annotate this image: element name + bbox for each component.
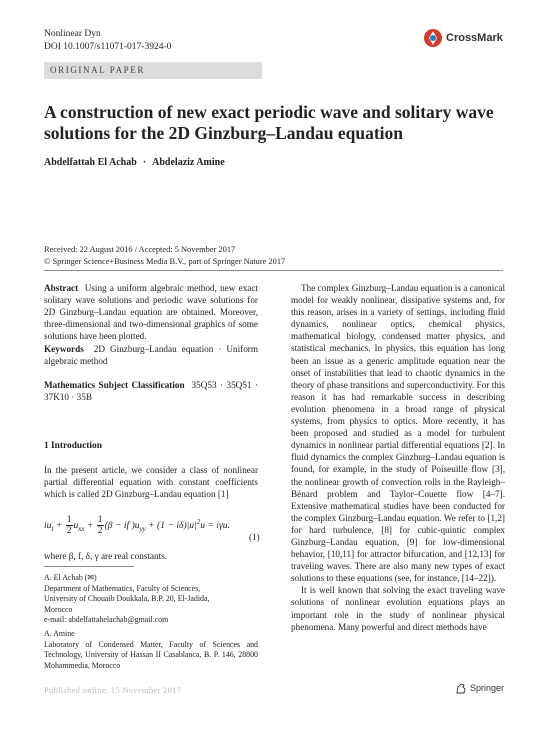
msc-block [44,379,258,403]
abstract-block [44,282,258,342]
body-paragraph-2: It is well known that solving the exact traveling wave solutions of nonlinear evolution equations plays an important role in the study of nonlinear physical phenomena. Many powerful and direct methods have [291,585,505,632]
author-separator: · [142,157,147,168]
msc-label: Mathematics Subject Classification [44,380,185,390]
section-label-bar [44,62,262,79]
body-paragraph-1: The complex Ginzburg–Landau equation is a canonical model for weakly nonlinear, dissipative systems and, for this reason, arises in a variety of settings, including fluid dynamics, nonlinear optics, chemical physics, mathematical biology, condensed matter physics, and statistical mechanics. In physics, this equation has long been an issue as a generic amplitude equation near the onset of instabilities that lead to chaotic dynamics in the theory of phase transitions and superconductivity. For this reason it has had remarkable success in describing evolution phenomena in a broad range of physical systems, from physics to optics. More recently, it has been proposed and studied as a model for turbulent dynamics in nonlinear partial differential equations [2]. In fluid dynamics the complex Ginzburg–Landau equation is found, for example, in the study of Poiseuille flow [3], the nonlinear growth of convection rolls in the Rayleigh–Bénard problem and Taylor–Couette flow [4–7]. Extensive mathematical studies have been conducted for the complex Ginzburg–Landau equation. We refer to [1,2] for hard turbulence, [8] for cubic-quintic complex Ginzburg–Landau equation, [9] for low-dimensional behavior, [10,11] for attractor bifurcation, and [12,13] for traveling waves. There are also many new types of exact solutions to these equations (see, for instance, [14–22]). [291,283,505,584]
paper-title: A construction of new exact periodic wave and solitary wave solutions for the 2D Ginzburg–Landau equation [44,102,494,143]
abstract-label: Abstract [44,283,79,293]
intro-paragraph: In the present article, we consider a class of nonlinear partial differential equation with constant coefficients which is called 2D Ginzburg–Landau equation [1] [44,465,258,500]
publisher-name: Springer [470,683,505,693]
affiliation-2 [44,629,258,671]
published-online: Published online: 15 November 2017 [44,685,182,695]
affiliation-1-line: University of Chouaib Doukkala, B.P. 20, El-Jadida, [44,594,210,603]
affiliation-2-line: Laboratory of Condensed Matter, Faculty of Sciences and Technology, University of Hassan II Casablanca, B. P. 146, 28800 Mohammedia, Morocco [44,639,258,670]
affiliation-1-name: A. El Achab (✉) [44,573,97,582]
copyright: © Springer Science+Business Media B.V., part of Springer Nature 2017 [44,256,286,266]
author-1[interactable]: Abdelfattah El Achab [44,157,137,168]
equation-1: $iu_t$ + $\frac{1}{2}$ $u_{xx}$ + $\frac{1}{2}$ (β − if )$u_{yy} + (1 - i\delta)|u|^2u = i\gamma u$. [44,514,230,536]
affiliation-2-name: A. Amine [44,629,75,638]
divider [44,270,503,271]
springer-horse-icon [455,682,467,694]
crossmark-label: CrossMark [446,32,503,44]
affiliation-1 [44,573,258,626]
equation-number: (1) [249,532,260,542]
keywords-label: Keywords [44,344,84,354]
keywords-block [44,343,258,367]
affiliation-1-line: Department of Mathematics, Faculty of Sciences, [44,583,201,593]
keywords-text: 2D Ginzburg–Landau equation · Uniform algebraic method [44,344,258,367]
footnote-divider [44,566,134,567]
right-column [291,282,505,633]
springer-logo [455,682,504,694]
equation-note: where β, f, δ, γ are real constants. [44,551,168,561]
affiliation-1-email[interactable]: e-mail: abdelfattahelachab@gmail.com [44,615,169,624]
article-dates [44,244,285,267]
crossmark-badge[interactable] [423,28,503,48]
author-list [44,157,225,168]
section-label: ORIGINAL PAPER [50,65,145,75]
journal-doi[interactable]: DOI 10.1007/s11071-017-3924-0 [44,42,172,52]
crossmark-icon [423,28,443,48]
section-heading-intro: 1 Introduction [44,441,102,451]
journal-name: Nonlinear Dyn [44,29,101,39]
journal-header [44,28,171,54]
affiliation-1-line: Morocco [44,604,73,614]
author-2[interactable]: Abdelaziz Amine [152,157,225,168]
abstract-text: Using a uniform algebraic method, new exact solitary wave solutions and periodic wave solutions for 2D Ginzburg–Landau equation are obtained. Moreover, three-dimensional and two-dimensional graphics of some solutions have been plotted. [44,283,259,342]
msc-text: 35Q53 · 35Q51 · 37K10 · 35B [44,380,259,403]
received-accepted: Received: 22 August 2016 / Accepted: 5 November 2017 [44,245,236,254]
